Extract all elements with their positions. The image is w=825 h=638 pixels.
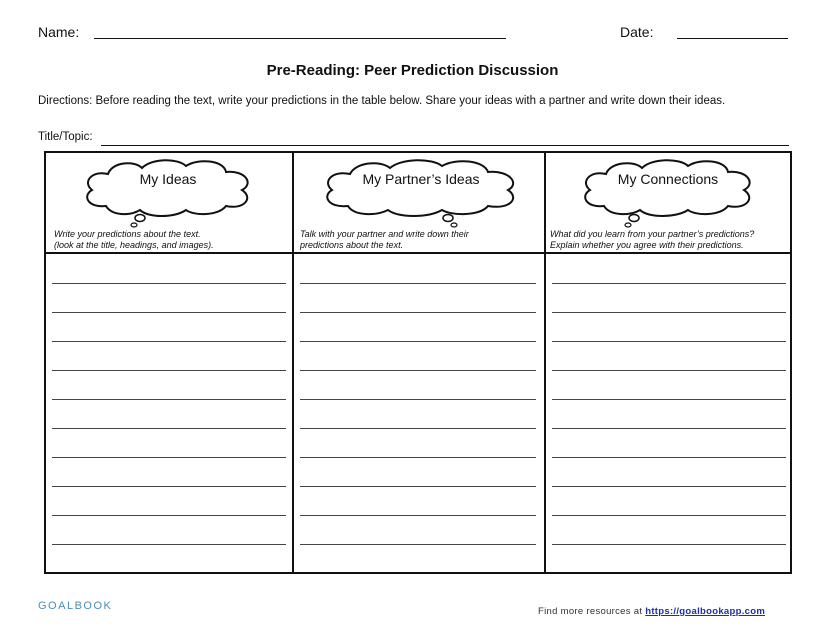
directions-text: Directions: Before reading the text, write your predictions in the table below. Share your ideas with a partner and write down their ideas.	[38, 95, 726, 107]
writing-line[interactable]	[52, 515, 286, 516]
column-my-connections	[546, 153, 792, 252]
column-heading: My Ideas	[139, 171, 197, 187]
page-title: Pre-Reading: Peer Prediction Discussion	[266, 62, 559, 79]
writing-line[interactable]	[552, 457, 786, 458]
writing-line[interactable]	[300, 486, 536, 487]
writing-line[interactable]	[552, 544, 786, 545]
writing-line[interactable]	[552, 312, 786, 313]
column-heading: My Connections	[617, 171, 719, 187]
writing-line[interactable]	[552, 370, 786, 371]
footer-resources: Find more resources at https://goalbookapp.com	[538, 606, 766, 617]
writing-line[interactable]	[552, 341, 786, 342]
goalbook-logo: GOALBOOK	[38, 600, 113, 612]
writing-line[interactable]	[300, 515, 536, 516]
writing-line[interactable]	[300, 341, 536, 342]
writing-line[interactable]	[52, 428, 286, 429]
writing-line[interactable]	[300, 283, 536, 284]
writing-line[interactable]	[52, 312, 286, 313]
date-line[interactable]	[677, 38, 788, 39]
column-partners-ideas	[294, 153, 544, 252]
writing-line[interactable]	[552, 283, 786, 284]
writing-line[interactable]	[300, 544, 536, 545]
date-label: Date:	[620, 24, 654, 40]
topic-line[interactable]	[101, 145, 789, 146]
writing-line[interactable]	[52, 399, 286, 400]
writing-line[interactable]	[552, 515, 786, 516]
footer-link[interactable]: https://goalbookapp.com	[645, 606, 766, 617]
header-divider	[46, 252, 790, 254]
column-instruction: Talk with your partner and write down their predictions about the text.	[300, 229, 469, 250]
writing-line[interactable]	[52, 486, 286, 487]
thought-cloud-icon	[576, 158, 760, 228]
writing-line[interactable]	[300, 312, 536, 313]
writing-line[interactable]	[300, 457, 536, 458]
column-heading: My Partner’s Ideas	[362, 171, 480, 187]
topic-label: Title/Topic:	[38, 131, 93, 143]
name-label: Name:	[38, 24, 80, 40]
thought-cloud-icon	[318, 158, 524, 228]
writing-line[interactable]	[300, 370, 536, 371]
writing-line[interactable]	[52, 544, 286, 545]
writing-line[interactable]	[52, 457, 286, 458]
column-instruction: What did you learn from your partner’s predictions? Explain whether you agree with their predictions.	[550, 229, 755, 250]
name-line[interactable]	[94, 38, 506, 39]
thought-cloud-icon	[78, 158, 258, 228]
writing-line[interactable]	[52, 341, 286, 342]
writing-line[interactable]	[552, 428, 786, 429]
writing-line[interactable]	[552, 486, 786, 487]
writing-line[interactable]	[52, 370, 286, 371]
writing-line[interactable]	[300, 399, 536, 400]
prediction-table	[44, 151, 792, 574]
column-my-ideas	[46, 153, 292, 252]
column-instruction: Write your predictions about the text. (look at the title, headings, and images).	[54, 229, 214, 250]
writing-line[interactable]	[52, 283, 286, 284]
writing-line[interactable]	[300, 428, 536, 429]
writing-line[interactable]	[552, 399, 786, 400]
